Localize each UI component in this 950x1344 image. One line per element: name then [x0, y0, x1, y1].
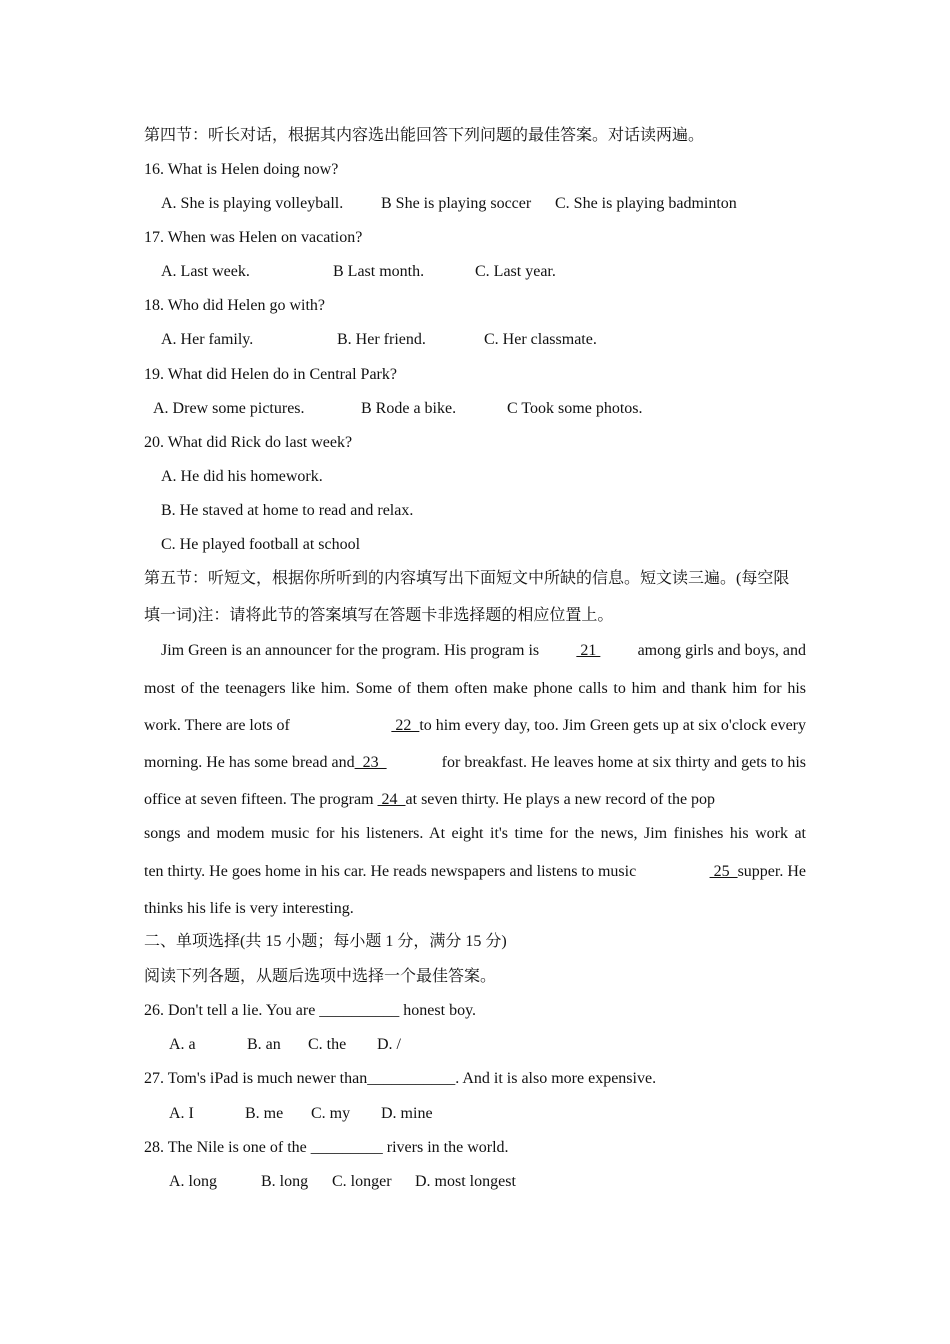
question-20: 20. What did Rick do last week?: [144, 434, 353, 451]
q16-option-a: A. She is playing volleyball.: [161, 195, 344, 212]
q27-option-d: D. mine: [381, 1105, 433, 1122]
q17-option-a: A. Last week.: [161, 263, 250, 280]
question-16: 16. What is Helen doing now?: [144, 161, 339, 178]
blank-24: 24: [377, 791, 406, 808]
blank-22: 22: [391, 717, 420, 734]
q27-option-b: B. me: [245, 1105, 284, 1122]
passage-line-3: [144, 716, 806, 736]
q17-option-c: C. Last year.: [475, 263, 556, 280]
passage-text: to him every day, too. Jim Green gets up at six o'clock every: [419, 717, 806, 734]
part2-instruction: 阅读下列各题，从题后选项中选择一个最佳答案。: [144, 968, 497, 985]
passage-line-4: [144, 753, 806, 773]
question-19: 19. What did Helen do in Central Park?: [144, 366, 397, 383]
question-18: 18. Who did Helen go with?: [144, 297, 326, 314]
passage-line-8: thinks his life is very interesting.: [144, 900, 354, 917]
part2-heading: 二、单项选择(共 15 小题；每小题 1 分，满分 15 分): [144, 933, 507, 950]
passage-text: morning. He has some bread and: [144, 754, 355, 771]
blank-23: 23: [354, 754, 387, 771]
q19-option-a: A. Drew some pictures.: [153, 400, 305, 417]
passage-text: ten thirty. He goes home in his car. He reads newspapers and listens to music: [144, 863, 637, 880]
q28-option-d: D. most longest: [415, 1173, 516, 1190]
q17-option-b: B Last month.: [333, 263, 425, 280]
question-27: 27. Tom's iPad is much newer than___________. And it is also more expensive.: [144, 1070, 657, 1087]
section5-heading-line1: 第五节：听短文，根据你所听到的内容填写出下面短文中所缺的信息。短文读三遍。(每空限: [144, 570, 790, 587]
q26-option-a: A. a: [169, 1036, 196, 1053]
q16-option-c: C. She is playing badminton: [555, 195, 737, 212]
q18-option-c: C. Her classmate.: [484, 331, 597, 348]
passage-text: supper. He: [737, 863, 806, 880]
q20-option-a: A. He did his homework.: [161, 468, 323, 485]
passage-text: among girls and boys, and: [637, 642, 806, 659]
passage-text: work. There are lots of: [144, 717, 290, 734]
passage-line-6: songs and modem music for his listeners. At eight it's time for the news, Jim finishes his work at: [144, 825, 806, 842]
q18-option-a: A. Her family.: [161, 331, 254, 348]
passage-line-5: [144, 790, 715, 810]
q26-option-b: B. an: [247, 1036, 281, 1053]
section5-heading-line2: 填一词)注：请将此节的答案填写在答题卡非选择题的相应位置上。: [144, 607, 614, 624]
passage-text: at seven thirty. He plays a new record of the pop: [405, 791, 716, 808]
q27-option-a: A. I: [169, 1105, 194, 1122]
passage-line-7: [144, 862, 806, 882]
question-26: 26. Don't tell a lie. You are __________ honest boy.: [144, 1002, 477, 1019]
q19-option-b: B Rode a bike.: [361, 400, 457, 417]
q20-option-b: B. He staved at home to read and relax.: [161, 502, 414, 519]
passage-text: office at seven fifteen. The program: [144, 791, 374, 808]
q26-option-d: D. /: [377, 1036, 401, 1053]
q28-option-b: B. long: [261, 1173, 309, 1190]
passage-line-2: most of the teenagers like him. Some of them often make phone calls to him and thank him for his: [144, 680, 806, 697]
q16-option-b: B She is playing soccer: [381, 195, 532, 212]
question-17: 17. When was Helen on vacation?: [144, 229, 363, 246]
q20-option-c: C. He played football at school: [161, 536, 361, 553]
section4-heading: 第四节：听长对话，根据其内容选出能回答下列问题的最佳答案。对话读两遍。: [144, 127, 705, 144]
q26-option-c: C. the: [308, 1036, 347, 1053]
passage-text: Jim Green is an announcer for the program. His program is: [161, 642, 540, 659]
q18-option-b: B. Her friend.: [337, 331, 426, 348]
q27-option-c: C. my: [311, 1105, 351, 1122]
q19-option-c: C Took some photos.: [507, 400, 643, 417]
passage-line-1: [161, 641, 806, 661]
q28-option-c: C. longer: [332, 1173, 392, 1190]
blank-25: 25: [709, 863, 738, 880]
question-28: 28. The Nile is one of the _________ rivers in the world.: [144, 1139, 509, 1156]
blank-21: 21: [576, 642, 601, 659]
q28-option-a: A. long: [169, 1173, 217, 1190]
passage-text: for breakfast. He leaves home at six thirty and gets to his: [441, 754, 806, 771]
